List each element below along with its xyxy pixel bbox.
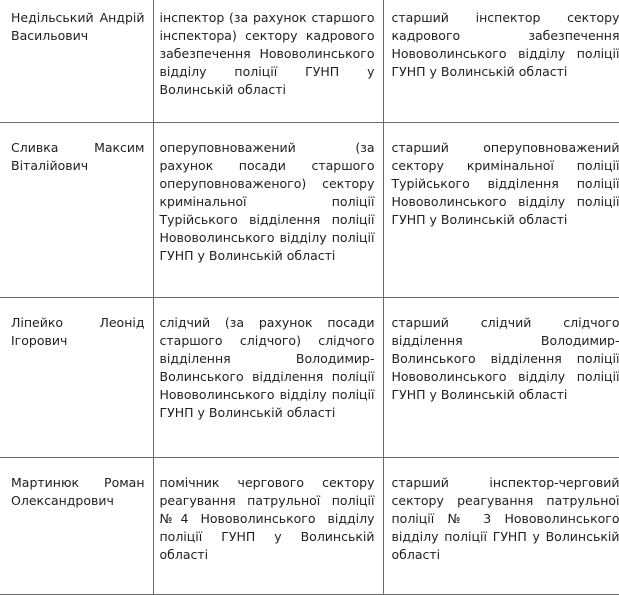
table-row (0, 298, 619, 458)
previous-position: інспектор (за рахунок старшого інспектора) сектору кадрового забезпечення Нововолинського відділу поліції ГУНП у Волинській області (160, 9, 375, 99)
person-name: Мартинюк Роман Олександрович (11, 474, 145, 510)
person-name: Недільський Андрій Васильович (11, 9, 145, 45)
new-position: старший інспектор-черговий сектору реагування патрульної поліції № 3 Нововолинського відділу поліції ГУНП у Волинській області (392, 474, 619, 564)
new-position-cell (383, 458, 619, 595)
new-position: старший слідчий слідчого відділення Володимир-Волинського відділення поліції Нововолинського відділу поліції ГУНП у Волинській області (392, 314, 619, 404)
name-cell (0, 298, 153, 458)
table-row (0, 0, 619, 123)
name-cell (0, 0, 153, 123)
new-position-cell (383, 0, 619, 123)
previous-position-cell (153, 458, 383, 595)
name-cell (0, 458, 153, 595)
table-row (0, 123, 619, 298)
person-name: Сливка Максим Віталійович (11, 139, 145, 175)
previous-position-cell (153, 123, 383, 298)
previous-position-cell (153, 0, 383, 123)
previous-position: слідчий (за рахунок посади старшого слідчого) слідчого відділення Володимир-Волинського відділення поліції Нововолинського відділу поліції ГУНП у Волинській області (160, 314, 375, 422)
new-position: старший оперуповноважений сектору кримінальної поліції Турійського відділення поліції Нововолинського відділу поліції ГУНП у Волинській області (392, 139, 619, 229)
new-position: старший інспектор сектору кадрового забезпечення Нововолинського відділу поліції ГУНП у Волинській області (392, 9, 619, 81)
previous-position: помічник чергового сектору реагування патрульної поліції №4 Нововолинського відділу поліції ГУНП у Волинській області (160, 474, 375, 564)
new-position-cell (383, 123, 619, 298)
name-cell (0, 123, 153, 298)
person-name: Ліпейко Леонід Ігорович (11, 314, 145, 350)
previous-position: оперуповноважений (за рахунок посади старшого оперуповноваженого) сектору кримінальної поліції Турійського відділення поліції Нововолинського відділу поліції ГУНП у Волинській області (160, 139, 375, 265)
new-position-cell (383, 298, 619, 458)
previous-position-cell (153, 298, 383, 458)
table-row (0, 458, 619, 595)
